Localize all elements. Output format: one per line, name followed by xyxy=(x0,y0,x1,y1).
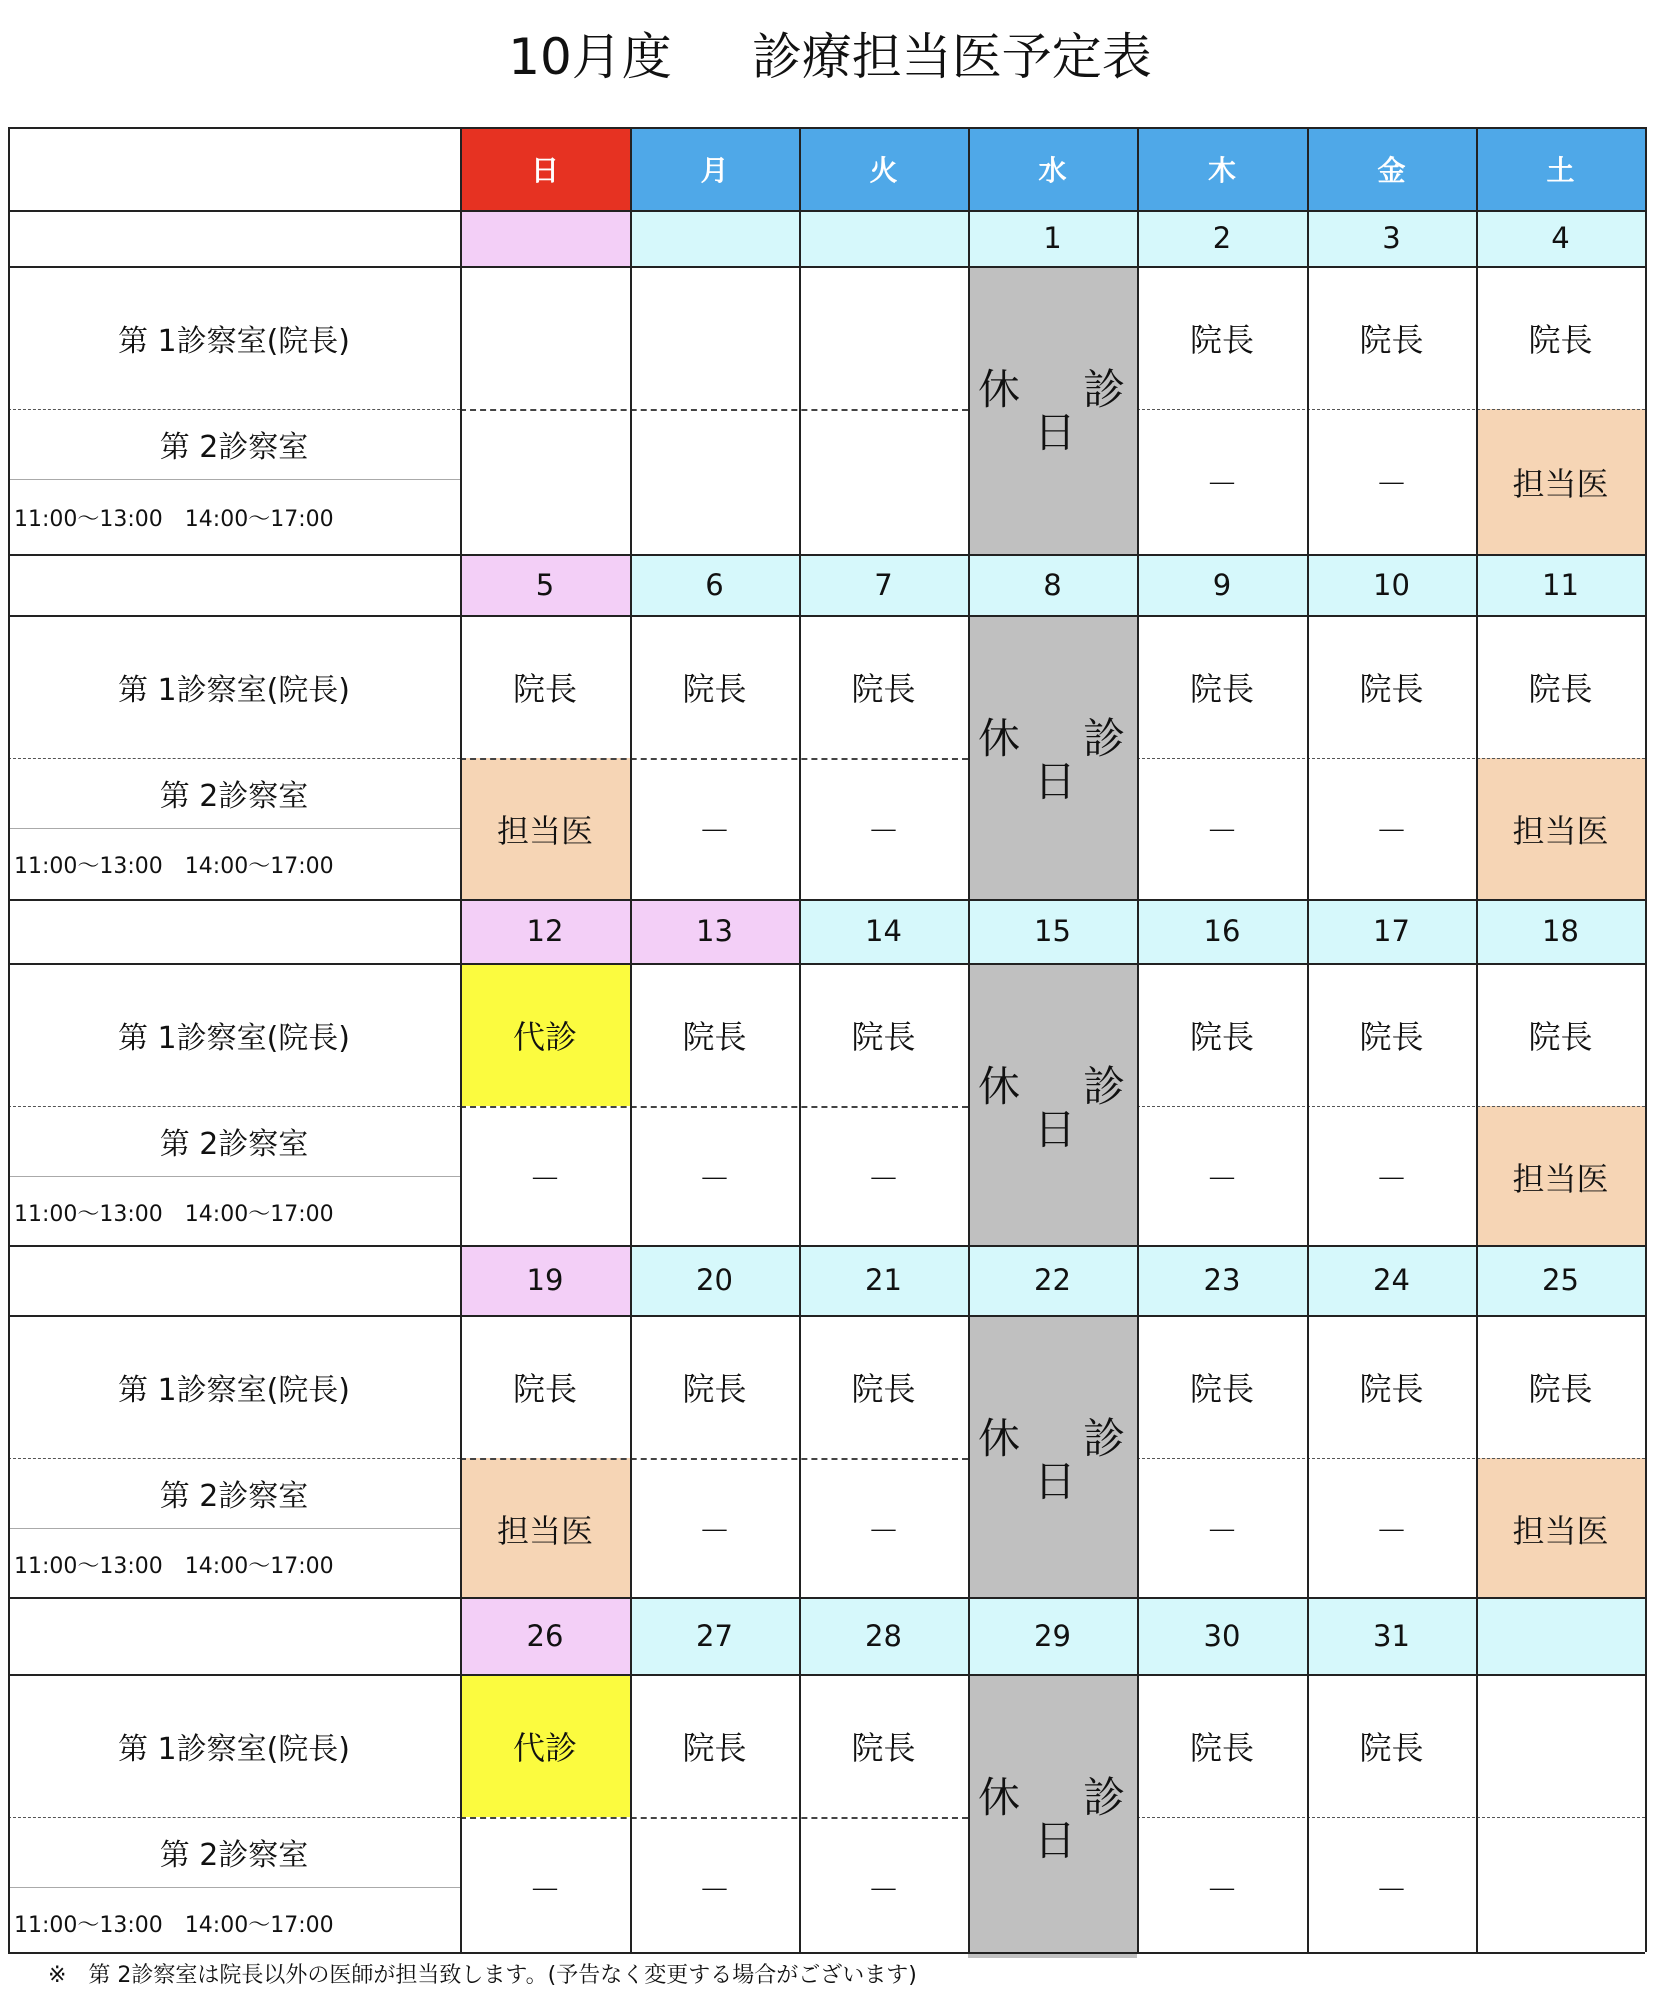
day-header-3: 水 xyxy=(968,127,1137,210)
room2-hours: 11:00～13:00 14:00～17:00 xyxy=(14,853,334,879)
room-divider xyxy=(1137,1458,1645,1459)
room-divider xyxy=(460,758,968,760)
room2-cell xyxy=(630,409,799,554)
room-divider xyxy=(460,1458,968,1460)
grid-line xyxy=(8,210,1645,212)
room1-cell xyxy=(460,266,630,409)
room2-hours: 11:00～13:00 14:00～17:00 xyxy=(14,1553,334,1579)
room2-cell: － xyxy=(867,811,900,850)
date-cell: 22 xyxy=(968,1245,1137,1315)
date-cell xyxy=(630,210,799,266)
room1-cell: 院長 xyxy=(1359,669,1424,708)
footnote: ※ 第 2診察室は院長以外の医師が担当致します。(予告なく変更する場合がございます) xyxy=(48,1963,917,1988)
room2-cell: － xyxy=(867,1870,900,1909)
closed-label-char: 診 xyxy=(1082,1062,1125,1111)
room-divider xyxy=(8,1817,460,1818)
room2-cell: － xyxy=(698,811,731,850)
room-divider xyxy=(8,1458,460,1459)
room2-cell xyxy=(1476,1817,1645,1958)
closed-label-char: 診 xyxy=(1082,1773,1125,1822)
grid-line xyxy=(8,1674,1645,1676)
date-cell: 14 xyxy=(799,899,968,963)
closed-label-char: 休 xyxy=(978,1414,1021,1463)
date-cell: 6 xyxy=(630,554,799,615)
closed-day-block xyxy=(968,266,1137,554)
date-cell xyxy=(799,210,968,266)
room1-cell: 院長 xyxy=(851,1369,916,1408)
day-header-4: 木 xyxy=(1137,127,1307,210)
room-divider xyxy=(1137,1817,1645,1818)
room2-hours: 11:00～13:00 14:00～17:00 xyxy=(14,1201,334,1227)
grid-line xyxy=(799,127,801,1952)
date-cell: 12 xyxy=(460,899,630,963)
room-divider xyxy=(8,758,460,759)
room2-cell: － xyxy=(528,1870,561,1909)
room-divider xyxy=(1137,1106,1645,1107)
closed-label-char: 休 xyxy=(978,1773,1021,1822)
grid-line xyxy=(8,615,1645,617)
grid-line xyxy=(8,1315,1645,1317)
room-divider xyxy=(1137,409,1645,410)
room2-label: 第 2診察室 xyxy=(159,1838,309,1873)
grid-line xyxy=(1137,127,1139,1952)
assigned-doctor-cell: 担当医 xyxy=(1476,1106,1645,1247)
closed-label-char: 休 xyxy=(978,1062,1021,1111)
day-header-6: 土 xyxy=(1476,127,1645,210)
day-header-5: 金 xyxy=(1307,127,1476,210)
room1-cell: 院長 xyxy=(512,1369,577,1408)
assigned-doctor-cell: 担当医 xyxy=(460,758,630,899)
closed-label-char: 休 xyxy=(978,365,1021,414)
room1-cell: 院長 xyxy=(1189,320,1254,359)
page-title xyxy=(0,22,1660,92)
room2-cell: － xyxy=(1375,811,1408,850)
room2-hours: 11:00～13:00 14:00～17:00 xyxy=(14,506,334,532)
assigned-doctor-cell: 担当医 xyxy=(460,1458,630,1599)
date-cell: 7 xyxy=(799,554,968,615)
room2-cell: － xyxy=(1375,1511,1408,1550)
date-cell: 30 xyxy=(1137,1597,1307,1674)
room-divider xyxy=(460,409,968,411)
grid-line xyxy=(8,963,1645,965)
room1-cell xyxy=(1476,1674,1645,1817)
grid-line xyxy=(8,266,1645,268)
room1-label: 第 1診察室(院長) xyxy=(117,1020,351,1056)
day-header-0: 日 xyxy=(460,127,630,210)
room1-cell: 院長 xyxy=(1189,1728,1254,1767)
date-cell: 31 xyxy=(1307,1597,1476,1674)
room1-cell: 院長 xyxy=(1528,669,1593,708)
date-cell: 18 xyxy=(1476,899,1645,963)
room2-hours: 11:00～13:00 14:00～17:00 xyxy=(14,1912,334,1938)
room2-cell: － xyxy=(698,1870,731,1909)
room1-label: 第 1診察室(院長) xyxy=(117,323,351,359)
date-cell xyxy=(1476,1597,1645,1674)
room1-cell: 院長 xyxy=(1359,320,1424,359)
date-cell: 27 xyxy=(630,1597,799,1674)
grid-line xyxy=(8,899,1645,901)
room2-cell xyxy=(460,409,630,554)
date-cell: 10 xyxy=(1307,554,1476,615)
room2-label: 第 2診察室 xyxy=(159,1479,309,1514)
room1-label: 第 1診察室(院長) xyxy=(117,672,351,708)
date-cell: 1 xyxy=(968,210,1137,266)
room2-cell: － xyxy=(1205,464,1238,503)
date-cell: 23 xyxy=(1137,1245,1307,1315)
room2-cell: － xyxy=(528,1159,561,1198)
substitute-cell: 代診 xyxy=(460,1674,630,1817)
room2-cell: － xyxy=(867,1159,900,1198)
closed-day-block xyxy=(968,963,1137,1247)
date-cell: 5 xyxy=(460,554,630,615)
room2-cell: － xyxy=(1375,1159,1408,1198)
day-header-1: 月 xyxy=(630,127,799,210)
day-header-2: 火 xyxy=(799,127,968,210)
room1-label: 第 1診察室(院長) xyxy=(117,1372,351,1408)
room2-cell: － xyxy=(698,1159,731,1198)
room2-cell xyxy=(799,409,968,554)
closed-day-block xyxy=(968,615,1137,899)
closed-label-char: 日 xyxy=(1034,1457,1077,1506)
grid-line xyxy=(8,1245,1645,1247)
grid-line xyxy=(8,1952,1645,1954)
room-divider xyxy=(8,1106,460,1107)
date-cell: 26 xyxy=(460,1597,630,1674)
date-cell: 15 xyxy=(968,899,1137,963)
assigned-doctor-cell: 担当医 xyxy=(1476,409,1645,554)
closed-label-char: 診 xyxy=(1082,365,1125,414)
room1-cell: 院長 xyxy=(851,669,916,708)
room1-cell: 院長 xyxy=(512,669,577,708)
closed-label-char: 診 xyxy=(1082,714,1125,763)
grid-line xyxy=(1476,127,1478,1952)
date-cell xyxy=(460,210,630,266)
room1-cell: 院長 xyxy=(1528,1369,1593,1408)
grid-line xyxy=(1645,127,1647,1952)
room1-cell: 院長 xyxy=(1528,320,1593,359)
grid-line xyxy=(8,127,10,1952)
room1-cell: 院長 xyxy=(1528,1017,1593,1056)
room1-cell xyxy=(630,266,799,409)
grid-line xyxy=(8,554,1645,556)
date-cell: 11 xyxy=(1476,554,1645,615)
grid-line xyxy=(630,127,632,1952)
grid-line xyxy=(1307,127,1309,1952)
room2-cell: － xyxy=(698,1511,731,1550)
date-cell: 9 xyxy=(1137,554,1307,615)
room1-cell: 院長 xyxy=(1359,1728,1424,1767)
date-cell: 8 xyxy=(968,554,1137,615)
room2-cell: － xyxy=(1375,464,1408,503)
date-cell: 29 xyxy=(968,1597,1137,1674)
room1-cell: 院長 xyxy=(1359,1369,1424,1408)
closed-label-char: 日 xyxy=(1034,1105,1077,1154)
room1-cell: 院長 xyxy=(682,669,747,708)
grid-line xyxy=(460,127,462,1952)
room1-cell: 院長 xyxy=(682,1017,747,1056)
room1-cell: 院長 xyxy=(1189,1017,1254,1056)
room2-cell: － xyxy=(867,1511,900,1550)
date-cell: 2 xyxy=(1137,210,1307,266)
room1-cell: 院長 xyxy=(1189,669,1254,708)
room2-cell: － xyxy=(1205,1870,1238,1909)
date-cell: 13 xyxy=(630,899,799,963)
room1-label: 第 1診察室(院長) xyxy=(117,1731,351,1767)
date-cell: 4 xyxy=(1476,210,1645,266)
date-cell: 17 xyxy=(1307,899,1476,963)
assigned-doctor-cell: 担当医 xyxy=(1476,758,1645,899)
assigned-doctor-cell: 担当医 xyxy=(1476,1458,1645,1599)
room1-cell: 院長 xyxy=(1189,1369,1254,1408)
room2-cell: － xyxy=(1375,1870,1408,1909)
room2-label: 第 2診察室 xyxy=(159,430,309,465)
date-cell: 3 xyxy=(1307,210,1476,266)
room2-cell: － xyxy=(1205,811,1238,850)
room2-label: 第 2診察室 xyxy=(159,779,309,814)
date-cell: 21 xyxy=(799,1245,968,1315)
room2-label: 第 2診察室 xyxy=(159,1127,309,1162)
room-divider xyxy=(460,1817,968,1819)
room2-cell: － xyxy=(1205,1159,1238,1198)
closed-day-block xyxy=(968,1315,1137,1599)
room1-cell: 院長 xyxy=(851,1728,916,1767)
room1-cell: 院長 xyxy=(1359,1017,1424,1056)
closed-label-char: 日 xyxy=(1034,757,1077,806)
closed-label-char: 診 xyxy=(1082,1414,1125,1463)
date-cell: 19 xyxy=(460,1245,630,1315)
closed-label-char: 日 xyxy=(1034,1816,1077,1865)
closed-label-char: 休 xyxy=(978,714,1021,763)
room1-cell: 院長 xyxy=(682,1728,747,1767)
room1-cell: 院長 xyxy=(682,1369,747,1408)
room2-cell: － xyxy=(1205,1511,1238,1550)
grid-line xyxy=(8,1597,1645,1599)
closed-day-block xyxy=(968,1674,1137,1958)
date-cell: 16 xyxy=(1137,899,1307,963)
grid-line xyxy=(8,127,1645,129)
grid-line xyxy=(968,127,970,1952)
substitute-cell: 代診 xyxy=(460,963,630,1106)
date-cell: 28 xyxy=(799,1597,968,1674)
room1-cell xyxy=(799,266,968,409)
title-main: 診療担当医予定表 xyxy=(751,28,1152,86)
room-divider xyxy=(1137,758,1645,759)
closed-label-char: 日 xyxy=(1034,408,1077,457)
date-cell: 20 xyxy=(630,1245,799,1315)
date-cell: 25 xyxy=(1476,1245,1645,1315)
title-month: 10月度 xyxy=(508,28,672,86)
room-divider xyxy=(8,409,460,410)
date-cell: 24 xyxy=(1307,1245,1476,1315)
room-divider xyxy=(460,1106,968,1108)
room1-cell: 院長 xyxy=(851,1017,916,1056)
